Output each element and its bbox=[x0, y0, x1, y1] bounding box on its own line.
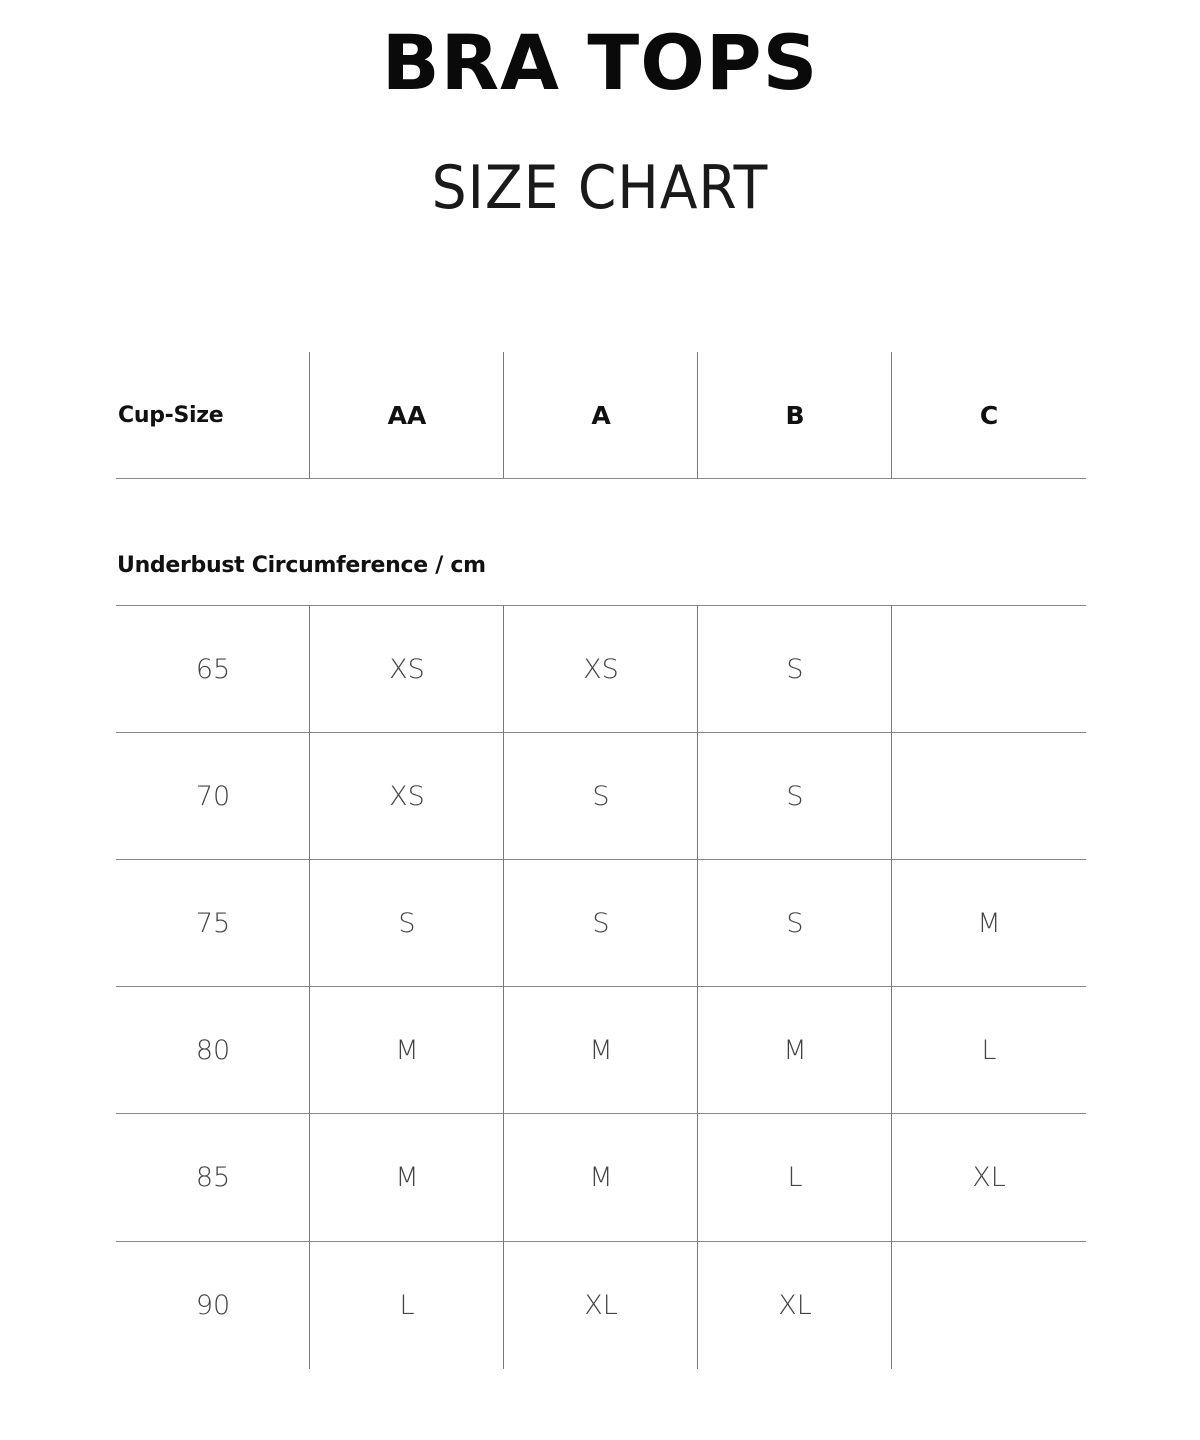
size-cell: M bbox=[783, 1035, 807, 1066]
header-divider bbox=[891, 352, 892, 479]
size-cell: M bbox=[395, 1035, 419, 1066]
size-cell bbox=[892, 606, 1086, 733]
size-cell: XL bbox=[778, 1290, 812, 1321]
size-cell: XS bbox=[389, 654, 425, 685]
size-cell: M bbox=[589, 1162, 613, 1193]
header-divider bbox=[503, 352, 504, 479]
size-cell: S bbox=[592, 908, 610, 939]
size-cell: M bbox=[977, 908, 1001, 939]
size-cell: M bbox=[395, 1162, 419, 1193]
cup-header-a: A bbox=[591, 401, 611, 430]
size-cell: S bbox=[398, 908, 416, 939]
size-cell: L bbox=[981, 1035, 997, 1066]
underbust-value: 75 bbox=[195, 908, 231, 939]
underbust-value: 80 bbox=[195, 1035, 231, 1066]
underbust-section-label: Underbust Circumference / cm bbox=[117, 553, 486, 578]
header-divider bbox=[697, 352, 698, 479]
size-cell: XS bbox=[389, 781, 425, 812]
cup-header-b: B bbox=[785, 401, 805, 430]
size-cell: XS bbox=[583, 654, 619, 685]
header-divider bbox=[309, 352, 310, 479]
size-cell: S bbox=[786, 654, 804, 685]
cup-header-aa: AA bbox=[387, 401, 427, 430]
size-cell: S bbox=[592, 781, 610, 812]
size-cell: XL bbox=[584, 1290, 618, 1321]
size-cell: L bbox=[787, 1162, 803, 1193]
underbust-value: 65 bbox=[195, 654, 231, 685]
underbust-value: 70 bbox=[195, 781, 231, 812]
size-cell: S bbox=[786, 781, 804, 812]
size-cell bbox=[892, 1242, 1086, 1369]
page-title: BRA TOPS bbox=[381, 18, 819, 107]
cup-size-label: Cup-Size bbox=[118, 403, 224, 428]
cup-header-c: C bbox=[979, 401, 999, 430]
size-cell: XL bbox=[972, 1162, 1006, 1193]
size-cell: S bbox=[786, 908, 804, 939]
page-subtitle: SIZE CHART bbox=[431, 153, 769, 223]
size-cell: M bbox=[589, 1035, 613, 1066]
underbust-value: 90 bbox=[195, 1290, 231, 1321]
underbust-value: 85 bbox=[195, 1162, 231, 1193]
size-cell: L bbox=[399, 1290, 415, 1321]
header-bottom-rule bbox=[116, 478, 1086, 479]
size-cell bbox=[892, 733, 1086, 860]
